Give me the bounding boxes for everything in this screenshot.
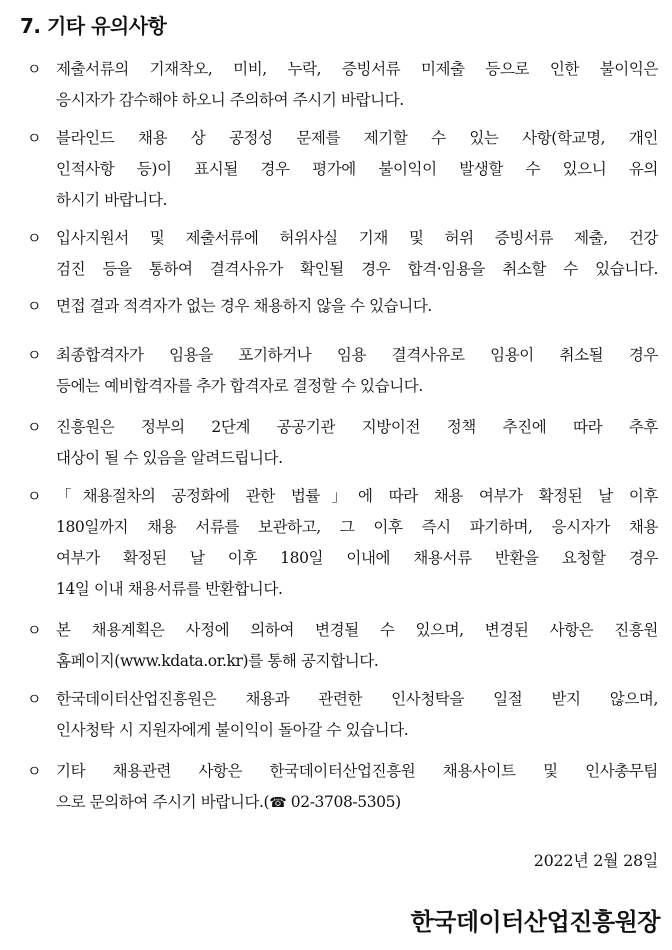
notice-line: 응시자가 감수해야 하오니 주의하여 주시기 바랍니다. <box>56 91 404 109</box>
notice-line: 면접 결과 적격자가 없는 경우 채용하지 않을 수 있습니다. <box>56 297 432 315</box>
notice-item <box>22 291 662 322</box>
notice-line: 검진 등을 통하여 결격사유가 확인될 경우 합격·임용을 취소할 수 있습니다. <box>56 260 658 278</box>
notice-item <box>22 223 662 285</box>
signature: 한국데이터산업진흥원장 <box>410 908 660 936</box>
bullet-icon: ㅇ <box>27 346 42 364</box>
notice-line: 제출서류의 기재착오, 미비, 누락, 증빙서류 미제출 등으로 인한 불이익은 <box>56 60 658 78</box>
notice-line: 진흥원은 정부의 2단계 공공기관 지방이전 정책 추진에 따라 추후 <box>56 418 658 436</box>
notice-line: 여부가 확정된 날 이후 180일 이내에 채용서류 반환을 요청할 경우 <box>56 549 658 567</box>
bullet-icon: ㅇ <box>27 762 42 780</box>
notice-line: 대상이 될 수 있음을 알려드립니다. <box>56 449 283 467</box>
notice-item <box>22 684 662 746</box>
notice-item <box>22 615 662 677</box>
bullet-icon: ㅇ <box>27 129 42 147</box>
notice-item <box>22 412 662 474</box>
notice-line: 본 채용계획은 사정에 의하여 변경될 수 있으며, 변경된 사항은 진흥원 <box>56 621 658 639</box>
notice-line: 블라인드 채용 상 공정성 문제를 제기할 수 있는 사항(학교명, 개인 <box>56 129 658 147</box>
notice-item <box>22 340 662 402</box>
bullet-icon: ㅇ <box>27 297 42 315</box>
notice-item <box>22 54 662 116</box>
notice-line: 「채용절차의 공정화에 관한 법률」에 따라 채용 여부가 확정된 날 이후 <box>56 487 658 505</box>
notice-line: 인적사항 등)이 표시될 경우 평가에 불이익이 발생할 수 있으니 유의 <box>56 160 658 178</box>
notice-line: 최종합격자가 임용을 포기하거나 임용 결격사유로 임용이 취소될 경우 <box>56 346 658 364</box>
notice-line: 인사청탁 시 지원자에게 불이익이 돌아갈 수 있습니다. <box>56 721 409 739</box>
notice-line: 홈페이지(www.kdata.or.kr)를 통해 공지합니다. <box>56 652 379 670</box>
notice-line: 입사지원서 및 제출서류에 허위사실 기재 및 허위 증빙서류 제출, 건강 <box>56 229 658 247</box>
document-date: 2022년 2월 28일 <box>533 851 658 870</box>
notice-line: 기타 채용관련 사항은 한국데이터산업진흥원 채용사이트 및 인사총무팀 <box>56 762 658 780</box>
bullet-icon: ㅇ <box>27 487 42 505</box>
contact-text: 으로 문의하여 주시기 바랍니다.( <box>56 793 270 811</box>
notice-line-contact <box>22 787 658 819</box>
notice-line: 14일 이내 채용서류를 반환합니다. <box>56 580 283 598</box>
contact-phone: 02-3708-5305 <box>290 793 396 811</box>
notice-item <box>22 123 662 216</box>
section-title: 7. 기타 유의사항 <box>20 14 167 38</box>
notice-line: 한국데이터산업진흥원은 채용과 관련한 인사청탁을 일절 받지 않으며, <box>56 690 658 708</box>
bullet-icon: ㅇ <box>27 621 42 639</box>
notice-item <box>22 481 662 605</box>
notice-line: 180일까지 채용 서류를 보관하고, 그 이후 즉시 파기하며, 응시자가 채용 <box>56 518 658 536</box>
bullet-icon: ㅇ <box>27 690 42 708</box>
contact-close: ) <box>395 793 401 811</box>
bullet-icon: ㅇ <box>27 418 42 436</box>
notice-item <box>22 756 662 819</box>
notice-line: 등에는 예비합격자를 추가 합격자로 결정할 수 있습니다. <box>56 377 423 395</box>
notice-line: 하시기 바랍니다. <box>56 191 168 209</box>
bullet-icon: ㅇ <box>27 60 42 78</box>
phone-icon: ☎ <box>269 795 287 811</box>
bullet-icon: ㅇ <box>27 229 42 247</box>
